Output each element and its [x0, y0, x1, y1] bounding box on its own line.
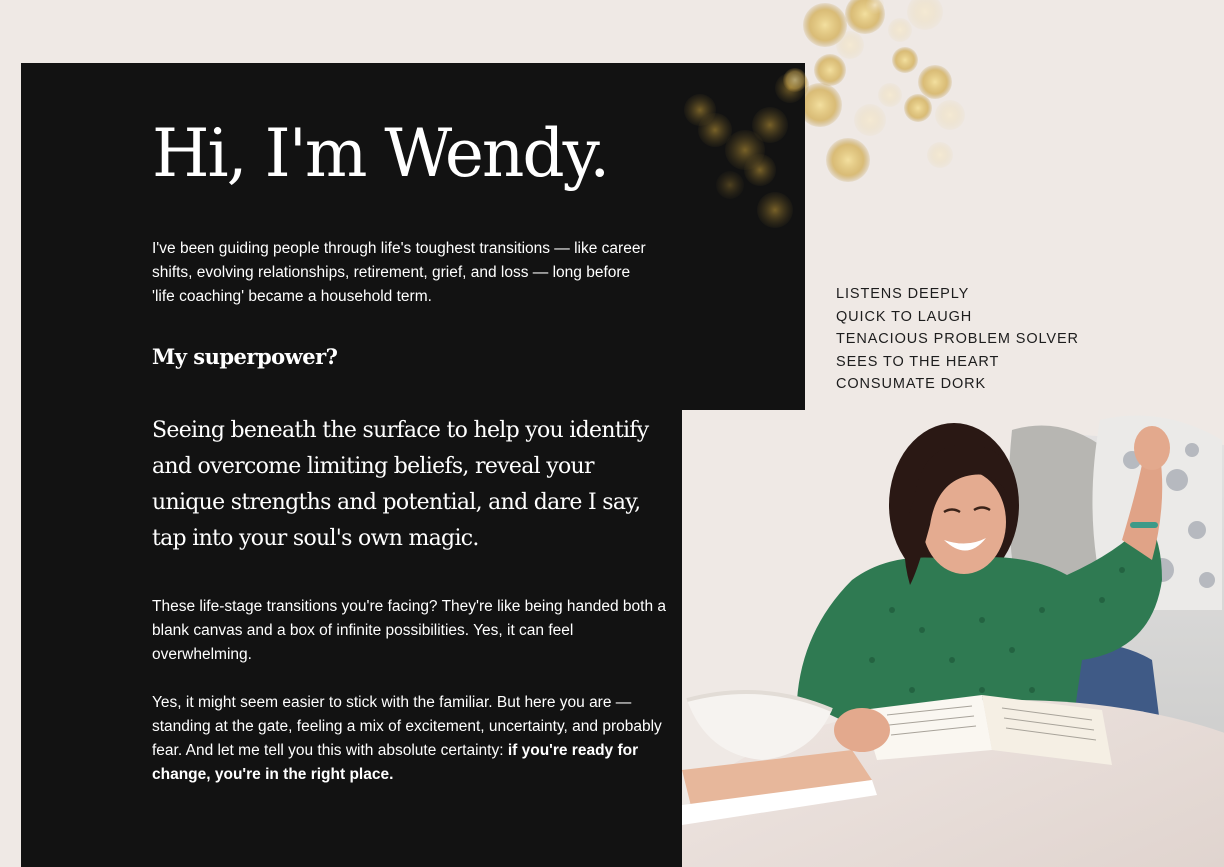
superpower-statement: Seeing beneath the surface to help you identify and overcome limiting beliefs, reveal your unique strengths and potential, and dare I say, tap into your soul's own magic.: [152, 418, 649, 551]
trait-item: TENACIOUS PROBLEM SOLVER: [836, 331, 1079, 348]
trait-item: LISTENS DEEPLY: [836, 286, 970, 302]
intro-paragraph: I've been guiding people through life's toughest transitions — like career shifts, evolving relationships, retirement, grief, and loss — long before 'life coaching' became a household term.: [152, 240, 646, 305]
superpower-heading: My superpower?: [152, 344, 338, 369]
traits-list: [836, 283, 1079, 396]
trait-item: SEES TO THE HEART: [836, 353, 1000, 370]
page-title: Hi, I'm Wendy.: [152, 115, 609, 192]
transitions-paragraph: These life-stage transitions you're facing? They're like being handed both a blank canvas and a box of infinite possibilities. Yes, it can feel overwhelming.: [152, 598, 667, 663]
closing-paragraph: [152, 691, 667, 787]
closing-paragraph-emphasis: if you're ready for change, you're in the right place.: [152, 742, 639, 783]
closing-paragraph-text: Yes, it might seem easier to stick with the familiar. But here you are — standing at the gate, feeling a mix of excitement, uncertainty, and probably fear. And let me tell you this with absolute certainty:: [152, 694, 662, 759]
portrait-photo: [682, 410, 1224, 867]
trait-item: QUICK TO LAUGH: [836, 308, 973, 325]
trait-item: CONSUMATE DORK: [836, 376, 987, 393]
